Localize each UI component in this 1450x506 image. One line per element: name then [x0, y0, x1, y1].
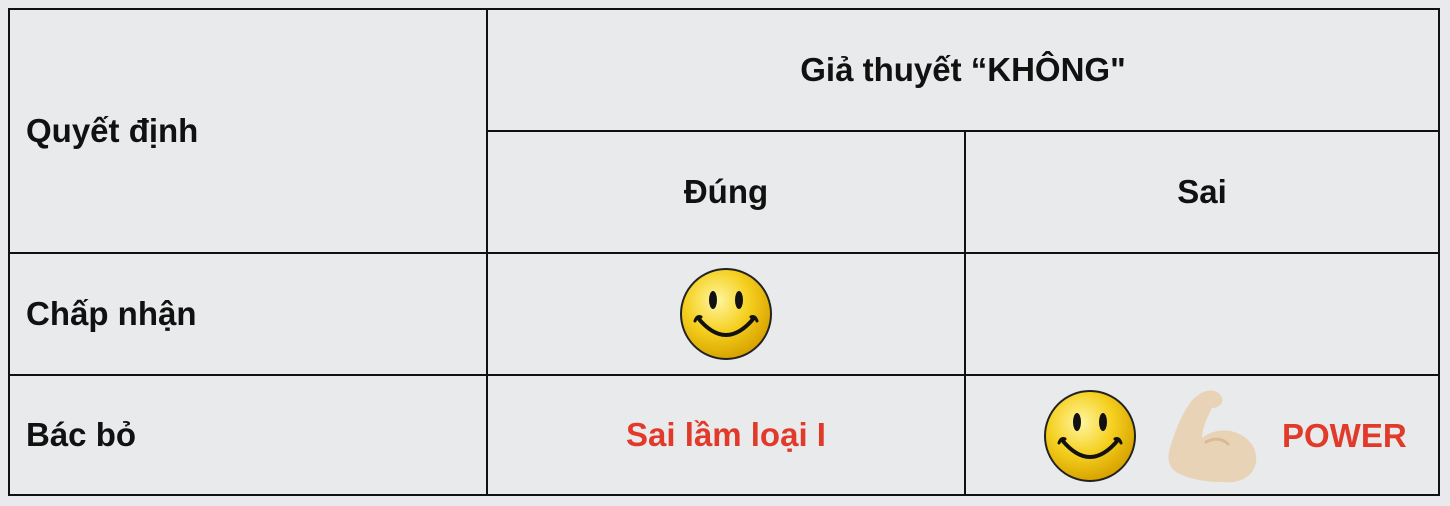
accept-true-cell — [488, 254, 964, 374]
smiley-icon — [1042, 388, 1138, 484]
row-accept-label: Chấp nhận — [26, 295, 197, 332]
reject-true-cell — [488, 376, 964, 494]
column-false-label: Sai — [1177, 173, 1227, 210]
power-label: POWER — [1282, 417, 1407, 454]
accept-false-cell — [966, 254, 1438, 374]
reject-false-cell — [966, 376, 1438, 494]
hypothesis-decision-table — [8, 8, 1440, 496]
row-accept-header — [10, 254, 486, 374]
hypothesis-header-cell — [488, 10, 1438, 130]
flexed-biceps-icon — [1162, 386, 1262, 486]
row-header-label: Quyết định — [26, 112, 199, 149]
type1-error-label: Sai lầm loại I — [626, 416, 826, 453]
smiley-icon — [678, 266, 774, 362]
column-true-label: Đúng — [683, 173, 769, 210]
row-header-cell — [10, 10, 486, 252]
row-reject-label: Bác bỏ — [26, 416, 137, 453]
column-true-header — [488, 132, 964, 252]
row-reject-header — [10, 376, 486, 494]
column-false-header — [966, 132, 1438, 252]
hypothesis-label: Giả thuyết “KHÔNG" — [800, 51, 1126, 88]
